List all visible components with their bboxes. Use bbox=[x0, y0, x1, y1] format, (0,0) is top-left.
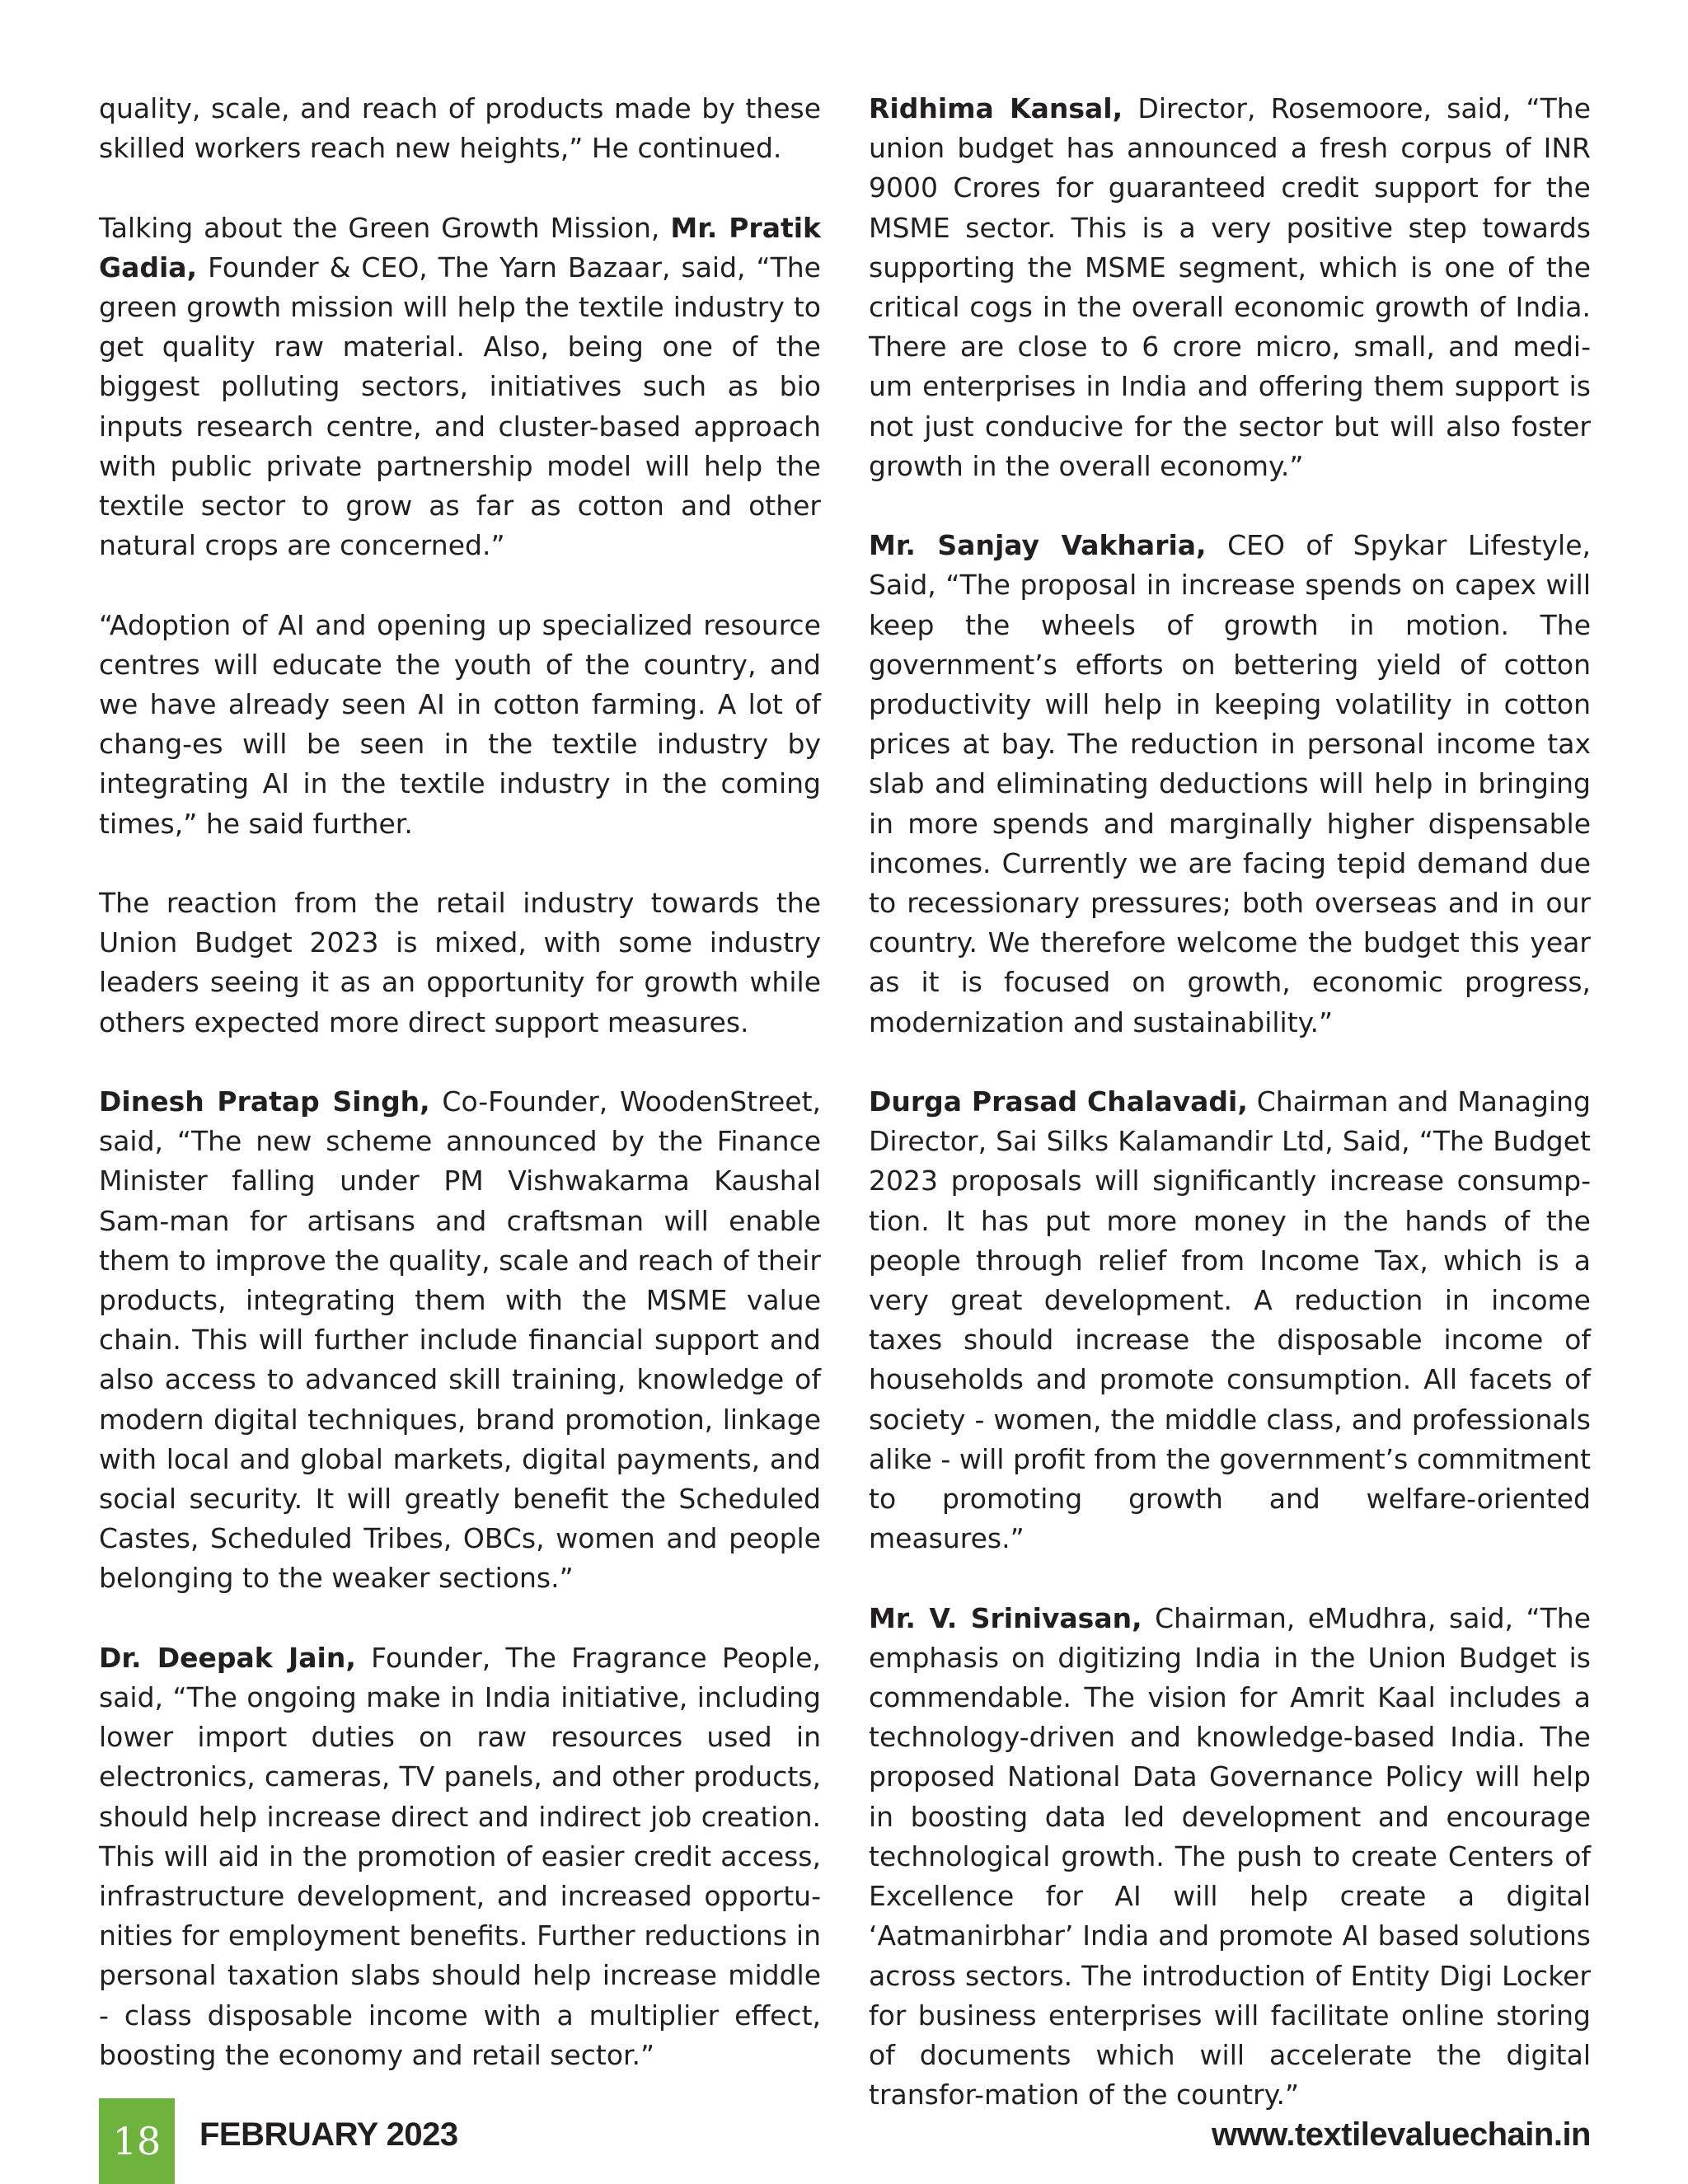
left-column bbox=[99, 89, 821, 2075]
page-number: 18 bbox=[112, 2119, 162, 2163]
speaker-name: Durga Prasad Chalavadi, bbox=[869, 1085, 1248, 1118]
paragraph: quality, scale, and reach of products made by these skilled workers reach new heights,” He continued. bbox=[99, 92, 821, 165]
paragraph: Mr. V. Srinivasan, Chairman, eMudhra, said, “The emphasis on digitizing India in the Union Budget is commendable. The vision for Amrit Kaal includes a technology-driven and knowledge-based India. The proposed National Data Governance Policy will help in boosting data led development and encourage technological growth. The push to create Centers of Excellence for AI will help create a digital ‘Aatmanirbhar’ India and promote AI based solutions across sectors. The introduction of Entity Digi Locker for business enterprises will facilitate online storing of documents which will accelerate the digital transfor-mation of the country.” bbox=[869, 1601, 1592, 2111]
paragraph: Ridhima Kansal, Director, Rosemoore, said, “The union budget has announced a fresh corpus of INR 9000 Crores for guaranteed credit support for the MSME sector. This is a very positive step towards supporting the MSME segment, which is one of the critical cogs in the overall economic growth of India. There are close to 6 crore micro, small, and medi-um enterprises in India and offering them support is not just conducive for the sector but will also foster growth in the overall economy.” bbox=[869, 92, 1591, 482]
paragraph: Dr. Deepak Jain, Founder, The Fragrance People, said, “The ongoing make in India initiative, including lower import duties on raw resources used in electronics, cameras, TV panels, and other products, should help increase direct and indirect job creation. This will aid in the promotion of easier credit access, infrastructure development, and increased opportu-nities for employment benefits. Further reductions in personal taxation slabs should help increase middle - class disposable income with a multiplier effect, boosting the economy and retail sector.” bbox=[99, 1641, 822, 2071]
right-column bbox=[869, 89, 1591, 2115]
website-link[interactable]: www.textilevaluechain.in bbox=[1212, 2116, 1591, 2153]
speaker-name: Mr. V. Srinivasan, bbox=[869, 1601, 1142, 1634]
issue-date: FEBRUARY 2023 bbox=[199, 2116, 458, 2153]
page-number-box bbox=[99, 2098, 175, 2184]
speaker-name: Mr. Sanjay Vakharia, bbox=[869, 529, 1207, 562]
speaker-name: Dr. Deepak Jain, bbox=[99, 1641, 356, 1674]
paragraph: The reaction from the retail industry towards the Union Budget 2023 is mixed, with some industry leaders seeing it as an opportunity for growth while others expected more direct support measures. bbox=[99, 887, 821, 1038]
paragraph: Dinesh Pratap Singh, Co-Founder, WoodenStreet, said, “The new scheme announced by the Finance Minister falling under PM Vishwakarma Kaushal Sam-man for artisans and craftsman will enable them to improve the quality, scale and reach of their products, integrating them with the MSME value chain. This will further include financial support and also access to advanced skill training, knowledge of modern digital techniques, brand promotion, linkage with local and global markets, digital payments, and social security. It will greatly benefit the Scheduled Castes, Scheduled Tribes, OBCs, women and people belonging to the weaker sections.” bbox=[99, 1085, 821, 1595]
paragraph: “Adoption of AI and opening up specialized resource centres will educate the youth of the country, and we have already seen AI in cotton farming. A lot of chang-es will be seen in the textile industry by integrating AI in the textile industry in the coming times,” he said further. bbox=[99, 608, 821, 840]
paragraph: Talking about the Green Growth Mission, Mr. Pratik Gadia, Founder & CEO, The Yarn Bazaar, said, “The green growth mission will help the textile industry to get quality raw material. Also, being one of the biggest polluting sectors, initiatives such as bio inputs research centre, and cluster-based approach with public private partnership model will help the textile sector to grow as far as cotton and other natural crops are concerned.” bbox=[99, 211, 821, 562]
speaker-name: Mr. Pratik Gadia, bbox=[99, 211, 821, 284]
speaker-name: Ridhima Kansal, bbox=[869, 92, 1123, 124]
paragraph: Durga Prasad Chalavadi, Chairman and Managing Director, Sai Silks Kalamandir Ltd, Said, “The Budget 2023 proposals will significantly increase consump-tion. It has put more money in the hands of the people through relief from Income Tax, which is a very great development. A reduction in income taxes should increase the disposable income of households and promote consumption. All facets of society - women, the middle class, and professionals alike - will profit from the government’s commitment to promoting growth and welfare-oriented measures.” bbox=[869, 1085, 1592, 1555]
paragraph: Mr. Sanjay Vakharia, CEO of Spykar Lifestyle, Said, “The proposal in increase spends on capex will keep the wheels of growth in motion. The government’s efforts on bettering yield of cotton productivity will help in keeping volatility in cotton prices at bay. The reduction in personal income tax slab and eliminating deductions will help in bringing in more spends and marginally higher dispensable incomes. Currently we are facing tepid demand due to recessionary pressures; both overseas and in our country. We therefore welcome the budget this year as it is focused on growth, economic progress, modernization and sustainability.” bbox=[869, 529, 1591, 1038]
speaker-name: Dinesh Pratap Singh, bbox=[99, 1085, 430, 1118]
